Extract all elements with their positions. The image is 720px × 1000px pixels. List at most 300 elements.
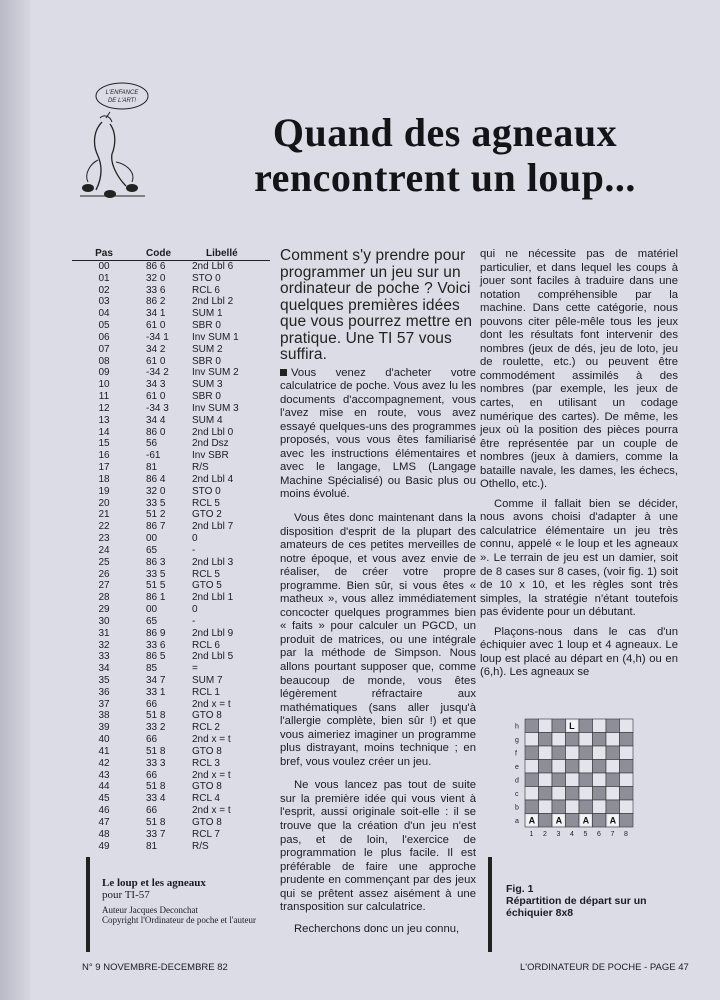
doodle-text-line2: DE L'ART!	[107, 98, 137, 104]
board-square	[606, 773, 620, 787]
table-row	[72, 296, 270, 308]
cell-libelle: 2nd Lbl 1	[192, 592, 234, 604]
cell-pas: 10	[98, 379, 110, 391]
cell-libelle: STO 0	[192, 272, 221, 284]
figure-caption	[488, 857, 673, 952]
cell-libelle: GTO 8	[192, 710, 222, 722]
cell-libelle: Inv SUM 1	[192, 331, 239, 343]
board-square	[579, 773, 593, 787]
table-row	[72, 687, 270, 699]
table-row	[72, 320, 270, 332]
cell-pas: 00	[98, 261, 110, 272]
wolf-piece: L	[569, 721, 575, 731]
board-square	[620, 733, 634, 747]
paragraph-bullet-icon	[280, 369, 287, 376]
board-square	[552, 719, 566, 733]
cell-code: 33 6	[146, 639, 166, 651]
board-square	[539, 787, 553, 801]
board-square	[566, 800, 580, 814]
board-square	[566, 787, 580, 801]
paragraph: qui ne nécessite pas de matériel particulier, et dans lequel les coups à jouer sont faciles à traduire dans une notation compréhensible par la machine. Dans cette catégorie, nous pouvons citer pêle-mêle tous les jeux dont les résultats font intervenir des nombres (jeux de dés, jeu de loto, jeu de roulette, etc.) ou peuvent être commodément assimilés à des nombres (par exemple, les jeux de cartes, en utilisant un codage numérique des cartes). De même, les jeux où la position des pièces pourra être représentée par un couple de nombres (jeux à damiers, comme la bataille navale, les dames, les échecs, Othello, etc.).	[480, 248, 678, 491]
table-row	[72, 604, 270, 616]
cell-pas: 25	[98, 556, 110, 568]
board-square	[539, 800, 553, 814]
table-row	[72, 415, 270, 427]
table-row	[72, 616, 270, 628]
cell-code: 33 5	[146, 568, 166, 580]
table-row	[72, 356, 270, 368]
cell-pas: 13	[98, 414, 110, 426]
cell-libelle: SUM 2	[192, 343, 223, 355]
board-square	[552, 746, 566, 760]
board-square	[620, 814, 634, 828]
table-body	[72, 261, 270, 852]
table-row	[72, 758, 270, 770]
board-col-label: 4	[570, 831, 574, 838]
cell-pas: 32	[98, 639, 110, 651]
cell-libelle: RCL 1	[192, 686, 220, 698]
board-square	[525, 800, 539, 814]
table-row	[72, 273, 270, 285]
board-square	[593, 719, 607, 733]
board-col-label: 1	[529, 831, 534, 838]
board-square	[579, 733, 593, 747]
paragraph: Comme il fallait bien se décider, nous avons choisi d'adapter à une calculatrice élémentaire un jeu très connu, appelé « le loup et les agneaux ». Le terrain de jeu est un damier, soit de 8 cases sur 8 cases, (voir fig. 1) soit de 10 x 10, et les règles sont très simples, la stratégie n'étant toutefois pas évidente pour un débutant.	[480, 497, 678, 619]
cell-code: 51 8	[146, 781, 166, 793]
cell-pas: 02	[98, 284, 110, 296]
cell-pas: 05	[98, 320, 110, 332]
cell-code: 34 2	[146, 343, 166, 355]
cell-pas: 38	[98, 710, 110, 722]
table-row	[72, 462, 270, 474]
cell-pas: 16	[98, 450, 110, 462]
cell-pas: 20	[98, 497, 110, 509]
cell-libelle: 2nd x = t	[192, 698, 231, 710]
cell-pas: 11	[98, 391, 110, 403]
title-line-2: rencontrent un loup...	[254, 155, 636, 200]
cell-libelle: 2nd x = t	[192, 769, 231, 781]
cell-code: 51 2	[146, 509, 166, 521]
board-square	[552, 787, 566, 801]
cell-libelle: -	[192, 544, 196, 556]
cell-code: 33 4	[146, 793, 166, 805]
figure-description: Répartition de départ sur un échiquier 8x8	[506, 895, 647, 919]
cell-code: 66	[146, 805, 158, 817]
board-square	[593, 800, 607, 814]
board-square	[579, 760, 593, 774]
cell-code: 81	[146, 462, 158, 474]
cell-libelle: RCL 6	[192, 639, 220, 651]
article-intro: Comment s'y prendre pour programmer un jeu sur un ordinateur de poche ? Voici quelques premières idées que vous pourrez mettre en pratique. Une TI 57 vous suffira.	[280, 247, 473, 363]
figure-title: Fig. 1	[506, 883, 534, 895]
paragraph	[280, 367, 476, 502]
table-row	[72, 805, 270, 817]
board-square	[539, 746, 553, 760]
paragraph: Ne vous lancez pas tout de suite sur la première idée qui vous vient à l'esprit, aussi originale soit-elle : il se trouve que la création d'un jeu n'est pas, et de loin, l'exercice de programmation le plus facile. Il est préférable de faire une approche prudente en commençant par des jeux qui se prêtent assez aisément à une transposition sur calculatrice.	[280, 779, 476, 914]
listing-caption	[86, 857, 272, 952]
cell-pas: 08	[98, 355, 110, 367]
header-code: Code	[146, 248, 171, 259]
cell-libelle: RCL 4	[192, 793, 220, 805]
footer-page: L'ORDINATEUR DE POCHE - PAGE 47	[520, 962, 689, 973]
figure-1-chessboard	[511, 715, 646, 850]
board-square	[620, 760, 634, 774]
cell-code: 51 8	[146, 816, 166, 828]
cell-pas: 43	[98, 769, 110, 781]
table-row	[72, 770, 270, 782]
cell-code: 86 5	[146, 651, 166, 663]
table-row	[72, 675, 270, 687]
board-row-label: a	[515, 818, 519, 825]
cell-libelle: GTO 5	[192, 580, 222, 592]
board-row-label: g	[515, 737, 519, 744]
cell-pas: 22	[98, 521, 110, 533]
table-row	[72, 545, 270, 557]
board-square	[539, 719, 553, 733]
cell-code: 61 0	[146, 320, 166, 332]
board-square	[525, 746, 539, 760]
cell-pas: 06	[98, 331, 110, 343]
table-row	[72, 285, 270, 297]
cell-code: 51 8	[146, 745, 166, 757]
lamb-piece: A	[609, 815, 617, 826]
cell-libelle: STO 0	[192, 485, 221, 497]
cell-code: 32 0	[146, 485, 166, 497]
cell-libelle: SUM 3	[192, 379, 223, 391]
cell-pas: 45	[98, 793, 110, 805]
cell-pas: 29	[98, 604, 110, 616]
cell-pas: 44	[98, 781, 110, 793]
board-row-label: d	[515, 777, 519, 785]
board-square	[525, 733, 539, 747]
cell-code: 34 1	[146, 308, 166, 320]
cell-libelle: 2nd Lbl 3	[192, 556, 234, 568]
table-row	[72, 438, 270, 450]
board-square	[593, 733, 607, 747]
cell-libelle: -	[192, 615, 196, 627]
cell-code: 51 5	[146, 580, 166, 592]
cell-libelle: 2nd Lbl 0	[192, 426, 234, 438]
board-square	[539, 733, 553, 747]
cell-code: 86 6	[146, 261, 166, 272]
chessboard-svg	[511, 715, 646, 850]
cell-libelle: SBR 0	[192, 320, 221, 332]
cell-code: -61	[146, 450, 161, 462]
cell-pas: 36	[98, 686, 110, 698]
lamb-piece: A	[555, 815, 563, 826]
cell-code: 65	[146, 615, 158, 627]
cell-pas: 40	[98, 734, 110, 746]
cell-pas: 21	[98, 509, 110, 521]
cell-pas: 41	[98, 745, 110, 757]
cell-pas: 28	[98, 592, 110, 604]
cell-code: -34 1	[146, 331, 169, 343]
board-square	[620, 746, 634, 760]
board-col-label: 7	[610, 831, 615, 838]
table-row	[72, 640, 270, 652]
table-row	[72, 498, 270, 510]
board-col-label: 5	[583, 831, 588, 838]
board-square	[525, 787, 539, 801]
table-row	[72, 628, 270, 640]
cell-pas: 33	[98, 651, 110, 663]
cell-code: 86 4	[146, 473, 166, 485]
cell-code: 65	[146, 544, 158, 556]
cell-pas: 18	[98, 473, 110, 485]
table-row	[72, 781, 270, 793]
cell-pas: 47	[98, 816, 110, 828]
cell-libelle: RCL 3	[192, 757, 220, 769]
board-col-label: 8	[624, 831, 628, 838]
cell-code: 34 3	[146, 379, 166, 391]
table-row	[72, 332, 270, 344]
cell-code: 86 1	[146, 592, 166, 604]
cell-code: 32 0	[146, 272, 166, 284]
cell-pas: 39	[98, 722, 110, 734]
table-row	[72, 710, 270, 722]
title-line-1: Quand des agneaux	[272, 110, 618, 155]
board-square	[620, 787, 634, 801]
cell-code: -34 2	[146, 367, 169, 379]
cell-code: 61 0	[146, 391, 166, 403]
board-square	[593, 773, 607, 787]
cell-code: 86 7	[146, 521, 166, 533]
cell-code: 34 7	[146, 674, 166, 686]
table-row	[72, 699, 270, 711]
board-square	[552, 773, 566, 787]
cell-libelle: RCL 7	[192, 828, 220, 840]
board-square	[593, 787, 607, 801]
header-pas: Pas	[95, 248, 113, 259]
table-row	[72, 308, 270, 320]
cell-libelle: SUM 7	[192, 674, 223, 686]
table-row	[72, 841, 270, 853]
board-square	[539, 773, 553, 787]
article-column-3	[480, 248, 678, 680]
page-binding-edge	[0, 0, 30, 1000]
cell-pas: 27	[98, 580, 110, 592]
lamb-piece: A	[528, 815, 536, 826]
paragraph: Plaçons-nous dans le cas d'un échiquier avec 1 loup et 4 agneaux. Le loup est placé au départ en (4,h) ou en (6,h). Les agneaux se	[480, 625, 678, 679]
footer-issue: N° 9 NOVEMBRE-DECEMBRE 82	[82, 962, 228, 973]
cell-libelle: R/S	[192, 840, 209, 852]
cell-code: 66	[146, 769, 158, 781]
lamb-doodle-illustration	[70, 78, 180, 208]
cell-pas: 15	[98, 438, 110, 450]
cell-code: 86 3	[146, 556, 166, 568]
board-row-label: c	[515, 791, 519, 798]
board-square	[620, 800, 634, 814]
header-libelle: Libellé	[206, 248, 238, 259]
board-square	[579, 746, 593, 760]
board-square	[525, 719, 539, 733]
table-row	[72, 486, 270, 498]
cell-code: 33 3	[146, 757, 166, 769]
cell-pas: 23	[98, 533, 110, 545]
cell-code: 33 1	[146, 686, 166, 698]
cell-libelle: 2nd Lbl 2	[192, 296, 234, 308]
cell-libelle: 2nd Lbl 6	[192, 261, 234, 272]
table-row	[72, 391, 270, 403]
table-row	[72, 817, 270, 829]
cell-pas: 24	[98, 544, 110, 556]
cell-libelle: =	[192, 663, 198, 675]
cell-code: 86 0	[146, 426, 166, 438]
cell-pas: 03	[98, 296, 110, 308]
caption-title: Le loup et les agneaux	[102, 877, 206, 889]
table-row	[72, 793, 270, 805]
cell-libelle: 2nd Lbl 9	[192, 627, 234, 639]
board-row-label: f	[515, 750, 517, 758]
cell-pas: 31	[98, 627, 110, 639]
board-square	[566, 773, 580, 787]
cell-code: 56	[146, 438, 158, 450]
cell-code: 33 6	[146, 284, 166, 296]
cell-libelle: 2nd Dsz	[192, 438, 229, 450]
paragraph: Recherchons donc un jeu connu,	[294, 922, 460, 935]
table-row	[72, 450, 270, 462]
cell-code: 66	[146, 734, 158, 746]
cell-code: 33 2	[146, 722, 166, 734]
cell-pas: 19	[98, 485, 110, 497]
cell-libelle: RCL 2	[192, 722, 220, 734]
board-square	[525, 760, 539, 774]
board-square	[579, 800, 593, 814]
table-row	[72, 379, 270, 391]
cell-libelle: 0	[192, 533, 198, 545]
table-row	[72, 829, 270, 841]
board-square	[552, 760, 566, 774]
table-row	[72, 592, 270, 604]
cell-pas: 49	[98, 840, 110, 852]
board-square	[566, 733, 580, 747]
table-row	[72, 344, 270, 356]
board-square	[606, 787, 620, 801]
cell-pas: 26	[98, 568, 110, 580]
cell-libelle: RCL 5	[192, 497, 220, 509]
board-col-label: 3	[556, 831, 561, 838]
board-row-label: b	[515, 804, 519, 812]
cell-pas: 04	[98, 308, 110, 320]
cell-libelle: 2nd Lbl 7	[192, 521, 234, 533]
board-square	[566, 746, 580, 760]
table-row	[72, 663, 270, 675]
cell-libelle: GTO 8	[192, 781, 222, 793]
cell-pas: 35	[98, 674, 110, 686]
cell-pas: 09	[98, 367, 110, 379]
article-title	[200, 110, 690, 200]
cell-libelle: 2nd Lbl 4	[192, 473, 234, 485]
cell-libelle: RCL 6	[192, 284, 220, 296]
cell-pas: 17	[98, 462, 110, 474]
cell-code: 34 4	[146, 414, 166, 426]
table-row	[72, 403, 270, 415]
cell-libelle: Inv SUM 3	[192, 402, 239, 414]
board-square	[566, 760, 580, 774]
cell-libelle: Inv SBR	[192, 450, 229, 462]
cell-libelle: Inv SUM 2	[192, 367, 239, 379]
table-row	[72, 569, 270, 581]
board-square	[552, 733, 566, 747]
table-row	[72, 734, 270, 746]
board-square	[620, 719, 634, 733]
board-square	[606, 746, 620, 760]
cell-code: 00	[146, 533, 158, 545]
board-row-label: h	[515, 723, 519, 731]
article-column-2	[280, 248, 476, 936]
cell-code: 66	[146, 698, 158, 710]
board-square	[593, 814, 607, 828]
cell-pas: 12	[98, 402, 110, 414]
board-square	[606, 760, 620, 774]
cell-pas: 34	[98, 663, 110, 675]
table-row	[72, 746, 270, 758]
table-row	[72, 722, 270, 734]
cell-pas: 14	[98, 426, 110, 438]
table-row	[72, 533, 270, 545]
cell-code: 33 5	[146, 497, 166, 509]
cell-code: 86 9	[146, 627, 166, 639]
lamb-piece: A	[582, 815, 590, 826]
cell-code: -34 3	[146, 402, 169, 414]
board-square	[539, 760, 553, 774]
cell-code: 00	[146, 604, 158, 616]
cell-libelle: GTO 8	[192, 816, 222, 828]
table-row	[72, 367, 270, 379]
cell-code: 61 0	[146, 355, 166, 367]
cell-libelle: SUM 1	[192, 308, 223, 320]
board-square	[606, 800, 620, 814]
board-square	[579, 719, 593, 733]
board-square	[525, 773, 539, 787]
cell-libelle: SUM 4	[192, 414, 223, 426]
cell-pas: 30	[98, 615, 110, 627]
board-square	[593, 760, 607, 774]
cell-libelle: GTO 8	[192, 745, 222, 757]
cell-code: 51 8	[146, 710, 166, 722]
board-square	[539, 814, 553, 828]
cell-libelle: 2nd x = t	[192, 805, 231, 817]
board-col-label: 6	[597, 831, 601, 838]
board-square	[566, 814, 580, 828]
board-square	[579, 787, 593, 801]
table-row	[72, 580, 270, 592]
cell-libelle: 2nd x = t	[192, 734, 231, 746]
cell-libelle: SBR 0	[192, 391, 221, 403]
cell-pas: 46	[98, 805, 110, 817]
table-row	[72, 509, 270, 521]
table-row	[72, 474, 270, 486]
cell-code: 33 7	[146, 828, 166, 840]
cell-libelle: 0	[192, 604, 198, 616]
cell-pas: 37	[98, 698, 110, 710]
paragraph: Vous êtes donc maintenant dans la disposition d'esprit de la plupart des amateurs de ces petites merveilles de notre époque, et vous avez envie de réaliser, de créer votre propre programme. Bien sûr, si vous êtes « matheux », vous allez immédiatement concocter quelques programmes bien « faits » pour calculer un PGCD, un produit de matrices, ou une intégrale par la méthode de Simpson. Nous allons pourtant supposer que, comme beaucoup de monde, vous êtes légèrement réfractaire aux mathématiques (sans aller jusqu'à l'allergie complète, bien sûr !) et que vous aimeriez imaginer un programme plus distrayant, moins technique ; en bref, vous voulez créer un jeu.	[280, 511, 476, 768]
table-row	[72, 427, 270, 439]
cell-pas: 01	[98, 272, 110, 284]
cell-pas: 48	[98, 828, 110, 840]
table-row	[72, 651, 270, 663]
board-square	[552, 800, 566, 814]
doodle-text-line1: L'ENFANCE	[105, 90, 139, 96]
board-square	[593, 746, 607, 760]
caption-subtitle: pour TI-57	[102, 889, 150, 901]
table-row	[72, 261, 270, 273]
cell-libelle: SBR 0	[192, 355, 221, 367]
board-row-label: e	[515, 764, 519, 771]
cell-libelle: RCL 5	[192, 568, 220, 580]
table-header	[72, 248, 270, 260]
board-square	[606, 719, 620, 733]
